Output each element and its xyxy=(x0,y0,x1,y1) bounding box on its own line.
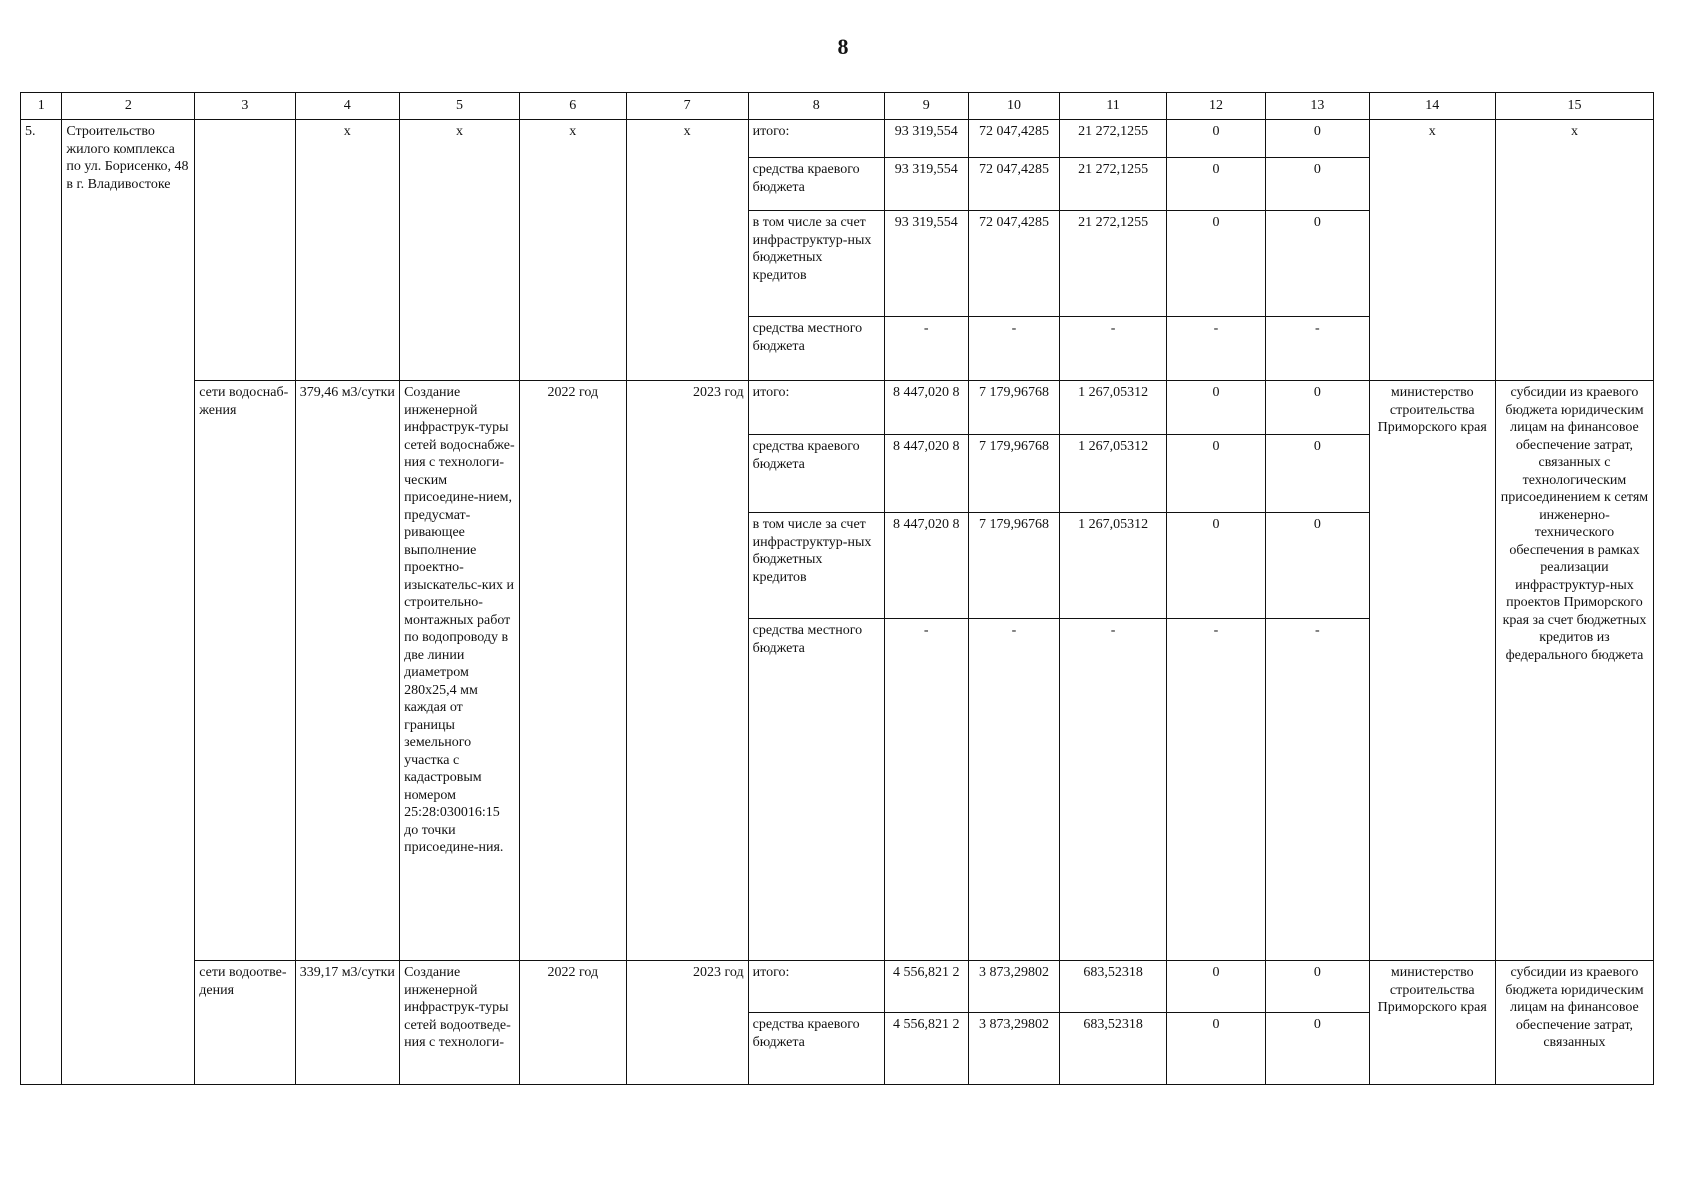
source-label: итого: xyxy=(748,381,884,435)
header-cell: 10 xyxy=(968,93,1060,120)
source-label: средства местного бюджета xyxy=(748,619,884,961)
value-cell: - xyxy=(968,619,1060,961)
value-cell: - xyxy=(1060,619,1167,961)
source-label: в том числе за счет инфраструктур-ных бюджетных кредитов xyxy=(748,211,884,317)
header-cell: 6 xyxy=(519,93,626,120)
x-mark: x xyxy=(519,120,626,381)
header-cell: 14 xyxy=(1369,93,1495,120)
end-year: 2023 год xyxy=(626,381,748,961)
value-cell: - xyxy=(1166,317,1265,381)
header-cell: 5 xyxy=(400,93,520,120)
value-cell: 0 xyxy=(1166,120,1265,158)
value-cell: 1 267,05312 xyxy=(1060,513,1167,619)
table-row xyxy=(21,381,1654,435)
value-cell: - xyxy=(884,317,968,381)
source-label: в том числе за счет инфраструктур-ных бюджетных кредитов xyxy=(748,513,884,619)
source-label: средства местного бюджета xyxy=(748,317,884,381)
value-cell: 7 179,96768 xyxy=(968,435,1060,513)
header-cell: 12 xyxy=(1166,93,1265,120)
value-cell: 0 xyxy=(1166,961,1265,1013)
header-cell: 3 xyxy=(195,93,295,120)
value-cell: - xyxy=(1266,317,1369,381)
value-cell: 72 047,4285 xyxy=(968,120,1060,158)
value-cell: 7 179,96768 xyxy=(968,381,1060,435)
description-cell: Создание инженерной инфраструк-туры сетей водоотведе-ния с технологи- xyxy=(400,961,520,1085)
value-cell: 21 272,1255 xyxy=(1060,158,1167,211)
source-label: итого: xyxy=(748,120,884,158)
ministry-cell: министерство строительства Приморского края xyxy=(1369,961,1495,1085)
value-cell: - xyxy=(1166,619,1265,961)
source-label: средства краевого бюджета xyxy=(748,435,884,513)
header-cell: 8 xyxy=(748,93,884,120)
header-cell: 7 xyxy=(626,93,748,120)
network-type: сети водоотве-дения xyxy=(195,961,295,1085)
x-mark: x xyxy=(295,120,400,381)
start-year: 2022 год xyxy=(519,961,626,1085)
header-cell: 4 xyxy=(295,93,400,120)
page-number: 8 xyxy=(837,34,849,59)
value-cell: - xyxy=(1266,619,1369,961)
value-cell: - xyxy=(884,619,968,961)
header-cell: 9 xyxy=(884,93,968,120)
source-label: итого: xyxy=(748,961,884,1013)
value-cell: 3 873,29802 xyxy=(968,1013,1060,1085)
value-cell: 683,52318 xyxy=(1060,961,1167,1013)
source-label: средства краевого бюджета xyxy=(748,1013,884,1085)
value-cell: 0 xyxy=(1166,381,1265,435)
header-cell: 13 xyxy=(1266,93,1369,120)
header-cell: 2 xyxy=(62,93,195,120)
value-cell: 0 xyxy=(1266,120,1369,158)
value-cell: 72 047,4285 xyxy=(968,211,1060,317)
value-cell: 8 447,020 8 xyxy=(884,513,968,619)
table-row xyxy=(21,120,1654,158)
value-cell: 0 xyxy=(1266,435,1369,513)
value-cell: 1 267,05312 xyxy=(1060,435,1167,513)
end-year: 2023 год xyxy=(626,961,748,1085)
source-label: средства краевого бюджета xyxy=(748,158,884,211)
value-cell: 93 319,554 xyxy=(884,158,968,211)
value-cell: 8 447,020 8 xyxy=(884,435,968,513)
header-cell: 15 xyxy=(1495,93,1653,120)
value-cell: 3 873,29802 xyxy=(968,961,1060,1013)
value-cell: 8 447,020 8 xyxy=(884,381,968,435)
value-cell: 0 xyxy=(1266,513,1369,619)
start-year: 2022 год xyxy=(519,381,626,961)
value-cell: 0 xyxy=(1266,1013,1369,1085)
value-cell: 93 319,554 xyxy=(884,211,968,317)
value-cell: - xyxy=(968,317,1060,381)
value-cell: 1 267,05312 xyxy=(1060,381,1167,435)
value-cell: 72 047,4285 xyxy=(968,158,1060,211)
value-cell: 4 556,821 2 xyxy=(884,1013,968,1085)
description-cell: Создание инженерной инфраструк-туры сетей водоснабже-ния с технологи-ческим присоедине-нием, предусмат-ривающее выполнение проектно-изыскательс-ких и строительно-монтажных работ по водопроводу в две линии диаметром 280x25,4 мм каждая от границы земельного участка с кадастровым номером 25:28:030016:15 до точки присоедине-ния. xyxy=(400,381,520,961)
x-mark: x xyxy=(1495,120,1653,381)
x-mark: x xyxy=(400,120,520,381)
value-cell: 0 xyxy=(1166,211,1265,317)
ministry-cell: министерство строительства Приморского края xyxy=(1369,381,1495,961)
table-row xyxy=(21,961,1654,1013)
header-row xyxy=(21,93,1654,120)
value-cell: 0 xyxy=(1166,513,1265,619)
value-cell: 21 272,1255 xyxy=(1060,120,1167,158)
object-name: Строительство жилого комплекса по ул. Борисенко, 48 в г. Владивостоке xyxy=(62,120,195,1085)
value-cell: 0 xyxy=(1266,381,1369,435)
value-cell: 0 xyxy=(1266,211,1369,317)
value-cell: 0 xyxy=(1166,158,1265,211)
subsidy-cell: субсидии из краевого бюджета юридическим лицам на финансовое обеспечение затрат, связанных с технологическим присоединением к сетям инженерно-технического обеспечения в рамках реализации инфраструктур-ных проектов Приморского края за счет бюджетных кредитов из федерального бюджета xyxy=(1495,381,1653,961)
subsidy-cell: субсидии из краевого бюджета юридическим лицам на финансовое обеспечение затрат, связанных xyxy=(1495,961,1653,1085)
value-cell: - xyxy=(1060,317,1167,381)
header-cell: 1 xyxy=(21,93,62,120)
value-cell: 0 xyxy=(1266,158,1369,211)
value-cell: 0 xyxy=(1266,961,1369,1013)
value-cell: 21 272,1255 xyxy=(1060,211,1167,317)
network-type: сети водоснаб-жения xyxy=(195,381,295,961)
budget-table xyxy=(20,92,1654,1085)
capacity-cell: 379,46 м3/сутки xyxy=(295,381,400,961)
x-mark: x xyxy=(1369,120,1495,381)
capacity-cell: 339,17 м3/сутки xyxy=(295,961,400,1085)
value-cell: 0 xyxy=(1166,1013,1265,1085)
value-cell: 93 319,554 xyxy=(884,120,968,158)
row-number: 5. xyxy=(21,120,62,1085)
value-cell: 4 556,821 2 xyxy=(884,961,968,1013)
value-cell: 0 xyxy=(1166,435,1265,513)
table-cell xyxy=(195,120,295,381)
header-cell: 11 xyxy=(1060,93,1167,120)
value-cell: 7 179,96768 xyxy=(968,513,1060,619)
x-mark: x xyxy=(626,120,748,381)
value-cell: 683,52318 xyxy=(1060,1013,1167,1085)
